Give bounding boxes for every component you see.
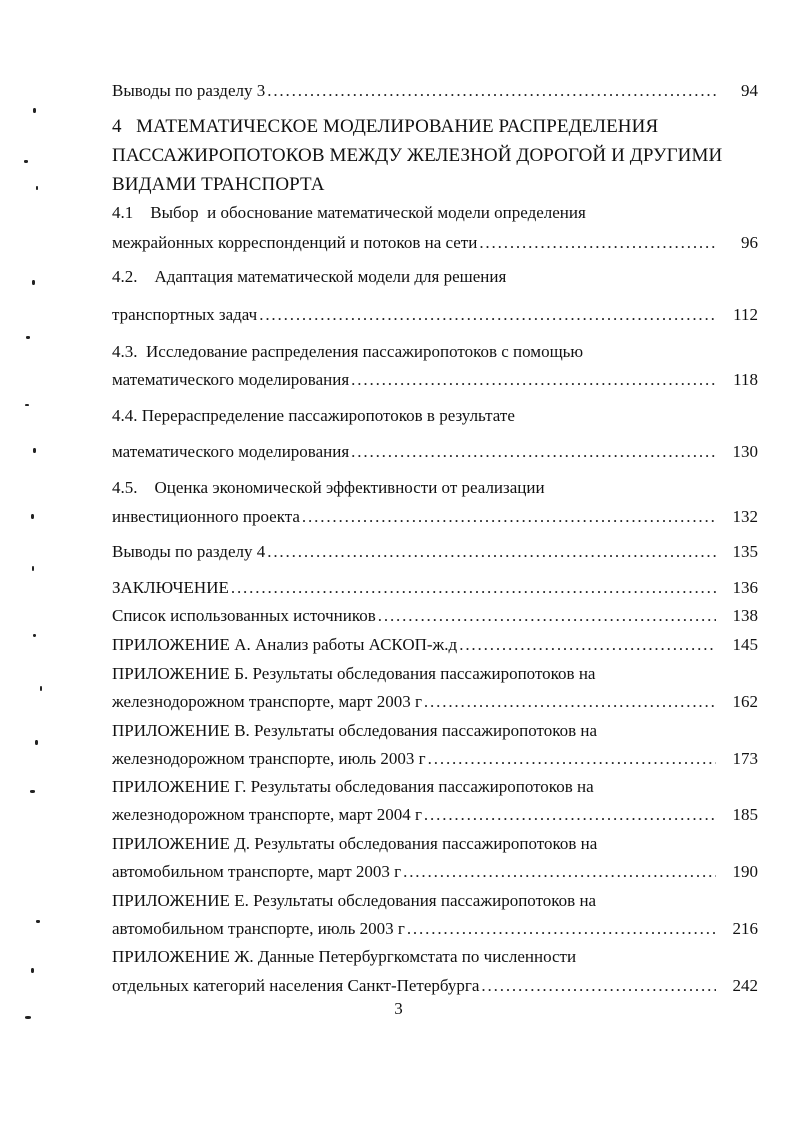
dot-leader — [407, 918, 716, 940]
toc-entry-title: математического моделирования — [112, 442, 350, 461]
toc-entry-4-4-title: 4.4. Перераспределение пассажиропотоков в результате — [112, 406, 515, 425]
toc-entry-appendix-g — [112, 804, 758, 826]
toc-entry-conclusion — [112, 577, 758, 599]
toc-page-number: 96 — [741, 233, 758, 252]
toc-entry-appendix-b-title: ПРИЛОЖЕНИЕ Б. Результаты обследования пассажиропотоков на — [112, 664, 596, 683]
toc-entry-title: Выводы по разделу 3 — [112, 81, 266, 100]
toc-page-number: 135 — [732, 542, 758, 561]
dot-leader — [267, 80, 716, 102]
toc-entry-title: инвестиционного проекта — [112, 507, 300, 526]
toc-entry-4-3 — [112, 369, 758, 391]
toc-entry-appendix-g-title: ПРИЛОЖЕНИЕ Г. Результаты обследования пассажиропотоков на — [112, 777, 594, 796]
dot-leader — [424, 804, 716, 826]
toc-entry-sources — [112, 605, 758, 627]
toc-entry-4-1 — [112, 232, 758, 254]
dot-leader — [481, 975, 716, 997]
dot-leader — [267, 541, 716, 563]
dot-leader — [351, 369, 716, 391]
toc-entry-appendix-b — [112, 691, 758, 713]
toc-page-number: 136 — [732, 578, 758, 597]
toc-entry-appendix-v — [112, 748, 758, 770]
toc-entry-title: ПРИЛОЖЕНИЕ А. Анализ работы АСКОП-ж.д — [112, 635, 458, 654]
toc-entry-title: транспортных задач — [112, 305, 258, 324]
toc-entry-title: математического моделирования — [112, 370, 350, 389]
chapter-title-line-3: ВИДАМИ ТРАНСПОРТА — [112, 174, 325, 195]
dot-leader — [479, 232, 716, 254]
chapter-number: 4 — [112, 116, 122, 137]
dot-leader — [403, 861, 716, 883]
toc-entry-title: железнодорожном транспорте, март 2004 г — [112, 805, 422, 824]
toc-entry-appendix-e — [112, 918, 758, 940]
toc-entry-title: Выводы по разделу 4 — [112, 542, 266, 561]
toc-entry-4-4 — [112, 441, 758, 463]
toc-entry-title: отдельных категорий населения Санкт-Петербурга — [112, 976, 480, 995]
toc-entry-4-1-title: 4.1 Выбор и обоснование математической модели определения — [112, 203, 586, 222]
toc-page-number: 132 — [732, 507, 758, 526]
dot-leader — [351, 441, 716, 463]
toc-page-number: 130 — [732, 442, 758, 461]
dot-leader — [428, 748, 716, 770]
toc-entry-4-5-title: 4.5. Оценка экономической эффективности от реализации — [112, 478, 545, 497]
toc-entry-summary-4 — [112, 541, 758, 563]
toc-entry-title: ЗАКЛЮЧЕНИЕ — [112, 578, 229, 597]
dot-leader — [424, 691, 716, 713]
chapter-title-line-2: ПАССАЖИРОПОТОКОВ МЕЖДУ ЖЕЛЕЗНОЙ ДОРОГОЙ И ДРУГИМИ — [112, 145, 723, 166]
toc-page-number: 94 — [741, 81, 758, 100]
toc-page-number: 112 — [733, 305, 758, 324]
dot-leader — [302, 506, 716, 528]
toc-entry-appendix-d-title: ПРИЛОЖЕНИЕ Д. Результаты обследования пассажиропотоков на — [112, 834, 598, 853]
chapter-4-heading — [112, 112, 762, 199]
toc-entry-summary-3 — [112, 80, 758, 102]
chapter-title-line-1: МАТЕМАТИЧЕСКОЕ МОДЕЛИРОВАНИЕ РАСПРЕДЕЛЕНИЯ — [136, 116, 659, 137]
toc-entry-appendix-d — [112, 861, 758, 883]
toc-page-number: 190 — [732, 862, 758, 881]
toc-entry-title: железнодорожном транспорте, июль 2003 г — [112, 749, 426, 768]
dot-leader — [378, 605, 716, 627]
dot-leader — [259, 304, 716, 326]
toc-entry-title: железнодорожном транспорте, март 2003 г — [112, 692, 422, 711]
toc-entry-appendix-e-title: ПРИЛОЖЕНИЕ Е. Результаты обследования пассажиропотоков на — [112, 891, 597, 910]
toc-entry-title: автомобильном транспорте, июль 2003 г — [112, 919, 405, 938]
toc-entry-title: автомобильном транспорте, март 2003 г — [112, 862, 402, 881]
toc-entry-4-3-title: 4.3. Исследование распределения пассажиропотоков с помощью — [112, 342, 584, 361]
toc-entry-title: межрайонных корреспонденций и потоков на сети — [112, 233, 478, 252]
dot-leader — [231, 577, 716, 599]
toc-entry-appendix-zh — [112, 975, 758, 997]
toc-entry-appendix-a — [112, 634, 758, 656]
toc-entry-4-5 — [112, 506, 758, 528]
toc-page-number: 138 — [732, 606, 758, 625]
toc-entry-4-2-title: 4.2. Адаптация математической модели для решения — [112, 267, 507, 286]
toc-page-number: 162 — [732, 692, 758, 711]
toc-entry-4-2 — [112, 304, 758, 326]
toc-page-number: 185 — [732, 805, 758, 824]
toc-page-number: 145 — [732, 635, 758, 654]
dot-leader — [459, 634, 716, 656]
toc-entry-title: Список использованных источников — [112, 606, 376, 625]
toc-page-number: 242 — [732, 976, 758, 995]
toc-page-number: 118 — [733, 370, 758, 389]
toc-entry-appendix-zh-title: ПРИЛОЖЕНИЕ Ж. Данные Петербургкомстата по численности — [112, 947, 577, 966]
toc-entry-appendix-v-title: ПРИЛОЖЕНИЕ В. Результаты обследования пассажиропотоков на — [112, 721, 598, 740]
toc-page-number: 173 — [732, 749, 758, 768]
page-number: 3 — [394, 999, 403, 1018]
toc-page-number: 216 — [732, 919, 758, 938]
